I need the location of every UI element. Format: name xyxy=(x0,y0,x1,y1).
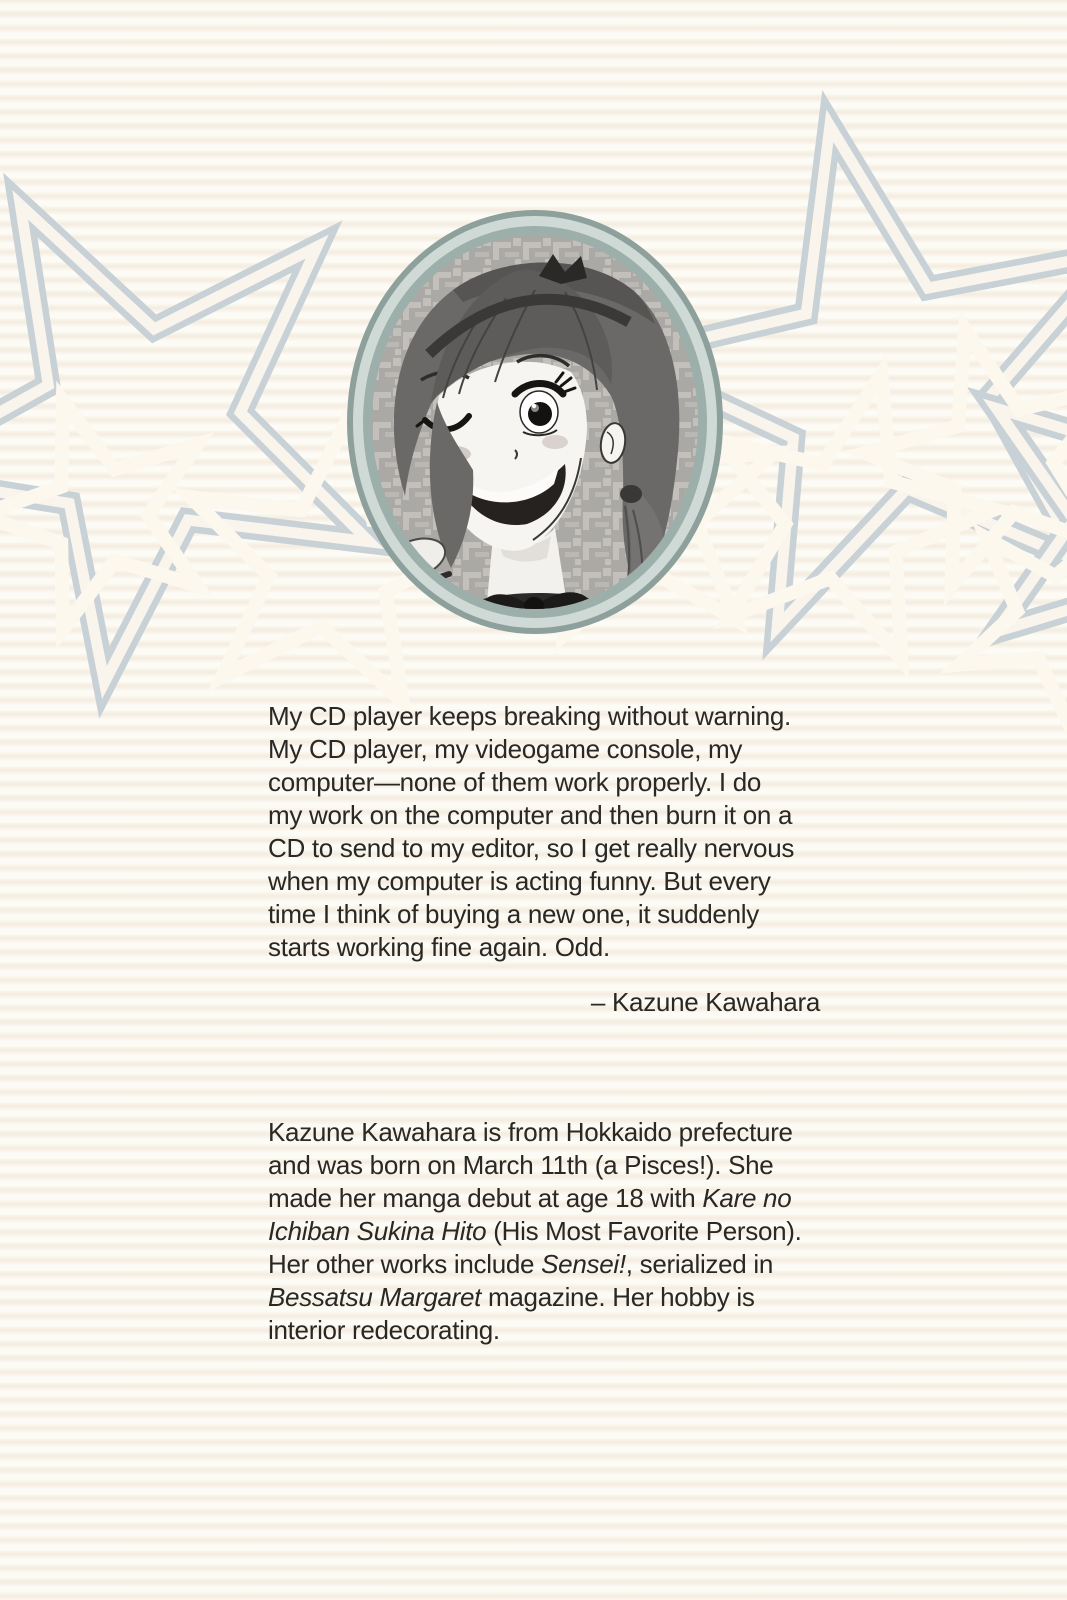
text-line: time I think of buying a new one, it suddenly xyxy=(268,899,759,929)
text-line: and was born on March 11th (a Pisces!). She xyxy=(268,1150,774,1180)
text-line: Her other works include Sensei!, serialized in xyxy=(268,1249,774,1279)
text-line: when my computer is acting funny. But every xyxy=(268,866,771,896)
author-portrait xyxy=(343,206,727,638)
text-line: interior redecorating. xyxy=(268,1315,500,1345)
text-line: my work on the computer and then burn it on a xyxy=(268,800,793,830)
text-line: My CD player keeps breaking without warning. xyxy=(268,701,791,731)
text-line: made her manga debut at age 18 with Kare no xyxy=(268,1183,792,1213)
author-portrait-illustration xyxy=(343,206,727,638)
text-line: My CD player, my videogame console, my xyxy=(268,734,743,764)
author-attribution: – Kazune Kawahara xyxy=(590,987,820,1017)
text-line: Ichiban Sukina Hito (His Most Favorite Person). xyxy=(268,1216,802,1246)
text-line: computer—none of them work properly. I do xyxy=(268,767,762,797)
author-note xyxy=(268,700,828,964)
author-bio xyxy=(268,1116,828,1347)
text-line: Bessatsu Margaret magazine. Her hobby is xyxy=(268,1282,755,1312)
text-line: starts working fine again. Odd. xyxy=(268,932,610,962)
portrait-art xyxy=(343,206,727,638)
text-line: Kazune Kawahara is from Hokkaido prefecture xyxy=(268,1117,793,1147)
text-line: CD to send to my editor, so I get really nervous xyxy=(268,833,795,863)
